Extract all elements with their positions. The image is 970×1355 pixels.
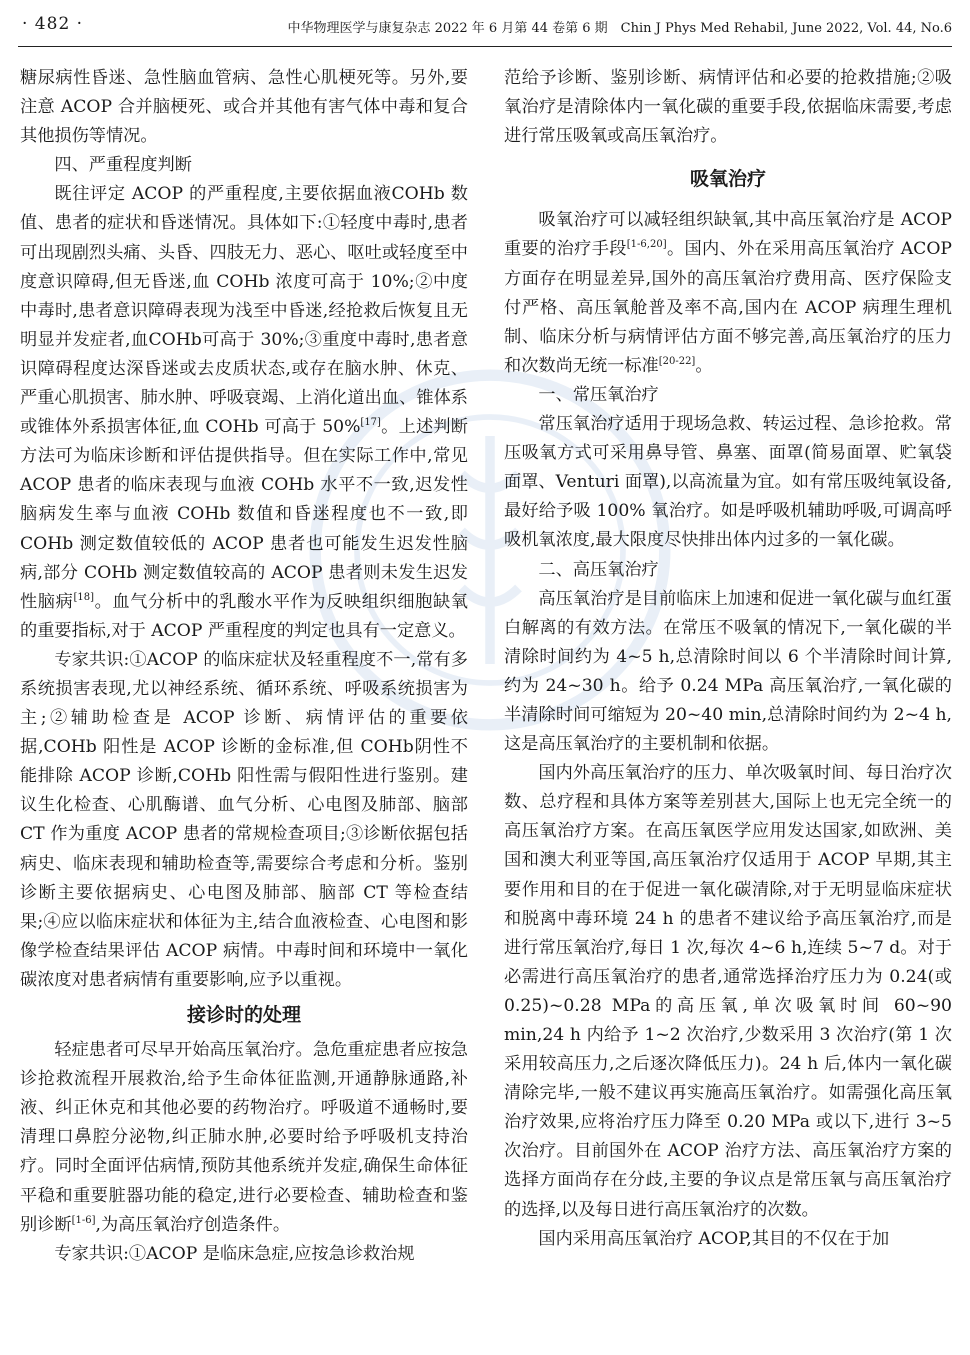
paragraph: 专家共识:①ACOP 的临床症状及轻重程度不一,常有多系统损害表现,尤以神经系统、循环系统、呼吸系统损害为主;②辅助检查是 ACOP 诊断、病情评估的重要依据,COHb 阳性是 ACOP 诊断的金标准,但 COHb阴性不能排除 ACOP 诊断,COHb 阳性需与假阳性进行鉴别。建议生化检查、心肌酶谱、血气分析、心电图及肺部、脑部 CT 作为重度 ACOP 患者的常规检查项目;③诊断依据包括病史、临床表现和辅助检查等,需要综合考虑和分析。鉴别诊断主要依据病史、心电图及肺部、脑部 CT 等检查结果;④应以临床症状和体征为主,结合血液检查、心电图和影像学检查结果评估 ACOP 病情。中毒时间和环境中一氧化碳浓度对患者病情有重要影响,应予以重视。 bbox=[20, 649, 468, 990]
citation: [18] bbox=[73, 591, 94, 603]
subsection-heading: 四、严重程度判断 bbox=[54, 155, 192, 176]
citation: [17] bbox=[360, 417, 381, 429]
paragraph: 国内采用高压氧治疗 ACOP,其目的不仅在于加 bbox=[538, 1228, 890, 1249]
subsection-heading: 一、常压氧治疗 bbox=[538, 384, 659, 405]
paragraph: 高压氧治疗是目前临床上加速和促进一氧化碳与血红蛋白解离的有效方法。在常压不吸氧的情况下,一氧化碳的半清除时间约为 4~5 h,总清除时间以 6 个半清除时间计算,约为 24~30 h。给予 0.24 MPa 高压氧治疗,一氧化碳的半清除时间可缩短为 20~40 min,总清除时间约为 2~4 h,这是高压氧治疗的主要机制和依据。 bbox=[504, 588, 952, 755]
left-column bbox=[20, 64, 468, 1269]
paragraph: 既往评定 ACOP 的严重程度,主要依据血液COHb 数值、患者的症状和昏迷情况。具体如下:①轻度中毒时,患者可出现剧烈头痛、头昏、四肢无力、恶心、呕吐或轻度至中度意识障碍,但无昏迷,血 COHb 浓度可高于 10%;②中度中毒时,患者意识障碍表现为浅至中昏迷,经抢救后恢复且无明显并发症者,血COHb可高于 30%;③重度中毒时,患者意识障碍程度达深昏迷或去皮质状态,或存在脑水肿、休克、严重心肌损害、肺水肿、呼吸衰竭、上消化道出血、锥体系或锥体外系损害体征,血 COHb 可高于 50%[17]。上述判断方法可为临床诊断和评估提供指导。但在实际工作中,常见 ACOP 患者的临床表现与血液 COHb 水平不一致,迟发性脑病发生率与血液 COHb 数值和昏迷程度也不一致,即 COHb 测定数值较低的 ACOP 患者也可能发生迟发性脑病,部分 COHb 测定数值较高的 ACOP 患者则未发生迟发性脑病[18]。血气分析中的乳酸水平作为反映组织细胞缺氧的重要指标,对于 ACOP 严重程度的判定也具有一定意义。 bbox=[20, 184, 468, 641]
paragraph: 糖尿病性昏迷、急性脑血管病、急性心肌梗死等。另外,要注意 ACOP 合并脑梗死、或合并其他有害气体中毒和复合其他损伤等情况。 bbox=[20, 68, 468, 147]
section-heading: 吸氧治疗 bbox=[689, 168, 766, 191]
citation: [20-22] bbox=[658, 355, 696, 367]
right-column bbox=[504, 64, 952, 1254]
paragraph: 轻症患者可尽早开始高压氧治疗。急危重症患者应按急诊抢救流程开展救治,给予生命体征监测,开通静脉通路,补液、纠正休克和其他必要的药物治疗。呼吸道不通畅时,要清理口鼻腔分泌物,纠正肺水肿,必要时给予呼吸机支持治疗。同时全面评估病情,预防其他系统并发症,确保生命体征平稳和重要脏器功能的稳定,进行必要检查、辅助检查和鉴别诊断[1-6],为高压氧治疗创造条件。 bbox=[20, 1040, 468, 1235]
subsection-heading: 二、高压氧治疗 bbox=[538, 559, 659, 580]
paragraph: 吸氧治疗可以减轻组织缺氧,其中高压氧治疗是 ACOP 重要的治疗手段[1-6,20]。国内、外在采用高压氧治疗 ACOP 方面存在明显差异,国外的高压氧治疗费用高、医疗保险支付严格、高压氧舱普及率不高,国内在 ACOP 病理生理机制、临床分析与病情评估方面不够完善,高压氧治疗的压力和次数尚无统一标准[20-22]。 bbox=[504, 210, 952, 376]
citation: [1-6,20] bbox=[626, 239, 667, 251]
paragraph: 范给予诊断、鉴别诊断、病情评估和必要的抢救措施;②吸氧治疗是清除体内一氧化碳的重要手段,依据临床需要,考虑进行常压吸氧或高压氧治疗。 bbox=[504, 68, 952, 147]
citation: [1-6] bbox=[71, 1214, 96, 1226]
page-header bbox=[0, 0, 970, 50]
page-number: · 482 · bbox=[22, 14, 84, 34]
paragraph: 专家共识:①ACOP 是临床急症,应按急诊救治规 bbox=[54, 1243, 415, 1264]
running-head: 中华物理医学与康复杂志 2022 年 6 月第 44 卷第 6 期 Chin J Phys Med Rehabil, June 2022, Vol. 44, No.6 bbox=[287, 21, 952, 36]
paragraph: 国内外高压氧治疗的压力、单次吸氧时间、每日治疗次数、总疗程和具体方案等差别甚大,国际上也无完全统一的高压氧治疗方案。在高压氧医学应用发达国家,如欧洲、美国和澳大利亚等国,高压氧治疗仅适用于 ACOP 早期,其主要作用和目的在于促进一氧化碳清除,对于无明显临床症状和脱离中毒环境 24 h 的患者不建议给予高压氧治疗,而是进行常压氧治疗,每日 1 次,每次 4~6 h,连续 5~7 d。对于必需进行高压氧治疗的患者,通常选择治疗压力为 0.24(或 0.25)~0.28 MPa的高压氧,单次吸氧时间 60~90 min,24 h 内给予 1~2 次治疗,少数采用 3 次治疗(第 1 次采用较高压力,之后逐次降低压力)。24 h 后,体内一氧化碳清除完毕,一般不建议再实施高压氧治疗。如需强化高压氧治疗效果,应将治疗压力降至 0.20 MPa 或以下,进行 3~5 次治疗。目前国外在 ACOP 治疗方法、高压氧治疗方案的选择方面尚存在分歧,主要的争议点是常压氧与高压氧治疗的选择,以及每日进行高压氧治疗的次数。 bbox=[504, 763, 952, 1220]
header-rule bbox=[18, 46, 952, 47]
paragraph: 常压氧治疗适用于现场急救、转运过程、急诊抢救。常压吸氧方式可采用鼻导管、鼻塞、面罩(简易面罩、贮氧袋面罩、Venturi 面罩),以高流量为宜。如有常压吸纯氧设备,最好给予吸 100% 氧治疗。如是呼吸机辅助呼吸,可调高呼吸机氧浓度,最大限度尽快排出体内过多的一氧化碳。 bbox=[504, 414, 952, 551]
section-heading: 接诊时的处理 bbox=[186, 1004, 301, 1026]
